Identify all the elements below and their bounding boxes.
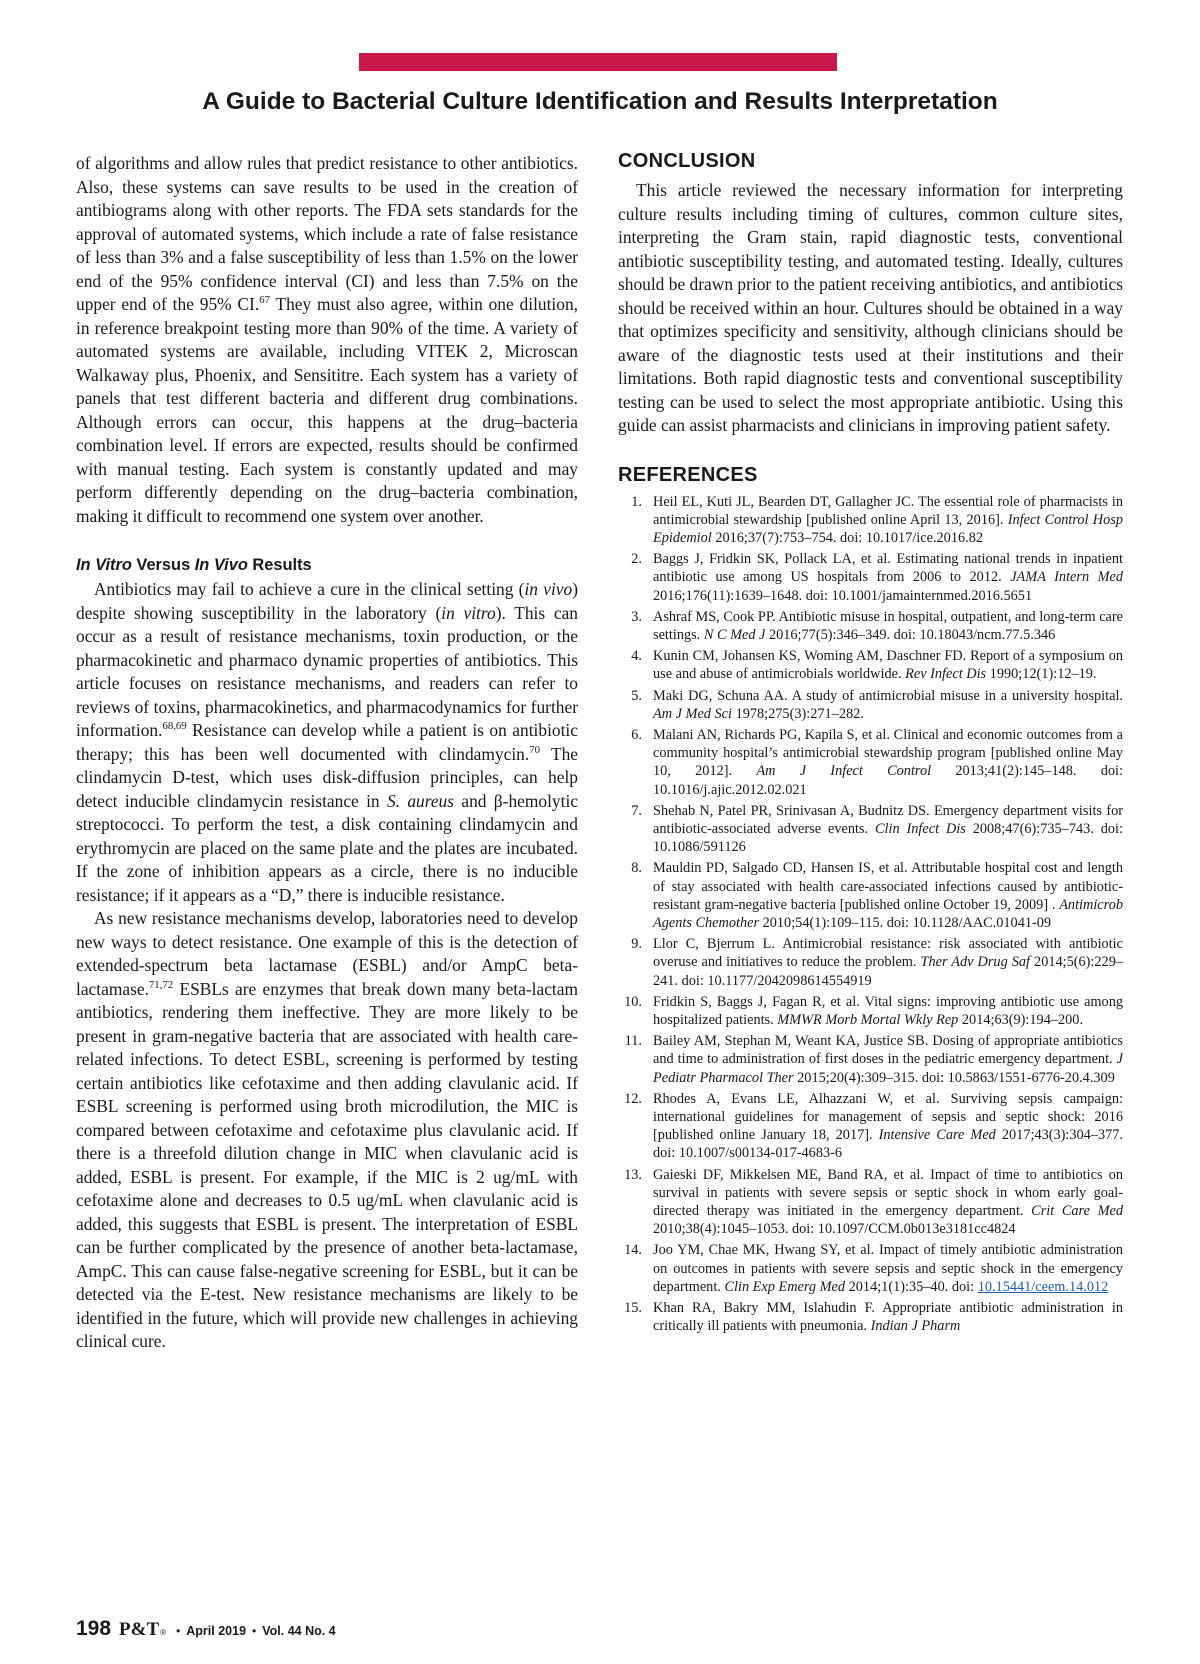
text-run: They must also agree, within one dilution, in reference breakpoint testing more than 90% of the time. A variety of automated systems are available, including VITEK 2, Microscan Walkaway plus, Phoenix, and Sensititre. Each system has a variety of panels that test different bacteria and different drug combinations. Although errors can occur, this happens at the drug–bacteria combination level. If errors are expected, results should be confirmed with manual testing. Each system is constantly updated and may perform differently depending on the drug–bacteria combination, making it difficult to recommend one system over another. xyxy=(76,294,578,526)
italic-term: S. aureus xyxy=(386,790,455,811)
reference-journal: Antimicrob Agents Chemother xyxy=(653,896,1123,931)
reference-journal: N C Med J xyxy=(703,626,766,643)
reference-journal: Indian J Pharm xyxy=(870,1318,961,1335)
reference-item xyxy=(618,1032,1123,1087)
running-title: A Guide to Bacterial Culture Identification and Results Interpretation xyxy=(202,88,998,115)
text-run: The clindamycin D-test, which uses disk-diffusion principles, can help detect inducible clindamycin resistance in xyxy=(76,743,578,811)
separator-dot: • xyxy=(176,1624,181,1638)
volume-issue: Vol. 44 No. 4 xyxy=(262,1624,336,1638)
reference-citation: 2014;1(1):35–40. doi: xyxy=(845,1278,978,1295)
reference-text: Gaieski DF, Mikkelsen ME, Band RA, et al. Impact of time to antibiotics on survival in patients with severe sepsis or septic shock in whom early goal-directed therapy was initiated in the emergency department. xyxy=(653,1166,1123,1220)
reference-number: 1. xyxy=(631,493,642,510)
conclusion-heading: CONCLUSION xyxy=(618,150,756,172)
reference-text: Llor C, Bjerrum L. Antimicrobial resistance: risk associated with antibiotic overuse and initiatives to reduce the problem. xyxy=(653,936,1123,971)
reference-journal: J Pediatr Pharmacol Ther xyxy=(653,1051,1123,1086)
text-run: of algorithms and allow rules that predict resistance to other antibiotics. Also, these systems can save results to be used in the creation of antibiograms along with other reports. The FDA sets standards for the approval of automated systems, which include a rate of false resistance of less than 3% and a false susceptibility of less than 1.5% on the lower end of the 95% confidence interval (CI) and less than 7.5% on the upper end of the 95% CI. xyxy=(76,153,578,314)
reference-journal: Clin Infect Dis xyxy=(874,820,966,837)
reference-citation: 2010;38(4):1045–1053. doi: 10.1097/CCM.0b013e3181cc4824 xyxy=(653,1221,1016,1238)
reference-item xyxy=(618,1299,1123,1335)
citation-superscript: 70 xyxy=(529,743,540,756)
reference-citation: 2016;37(7):753–754. doi: 10.1017/ice.2016.82 xyxy=(711,529,983,546)
italic-term: in vivo xyxy=(524,579,573,599)
reference-item xyxy=(618,993,1123,1029)
reference-item xyxy=(618,1090,1123,1163)
reference-text: Malani AN, Richards PG, Kapila S, et al. Clinical and economic outcomes from a community hospital’s antimicrobial stewardship program [published online May 10, 2012]. xyxy=(653,726,1123,780)
reference-text: Ashraf MS, Cook PP. Antibiotic misuse in hospital, outpatient, and long-term care settings. xyxy=(653,608,1123,643)
reference-text: Heil EL, Kuti JL, Bearden DT, Gallagher JC. The essential role of pharmacists in antimicrobial stewardship [published online April 13, 2016]. xyxy=(653,493,1123,528)
reference-journal: Crit Care Med xyxy=(1031,1203,1123,1220)
text-run: As new resistance mechanisms develop, laboratories need to develop new ways to detect resistance. One example of this is the detection of extended-spectrum beta lactamase (ESBL) and/or AmpC beta-lactamase. xyxy=(76,908,578,999)
reference-journal: JAMA Intern Med xyxy=(1010,569,1123,586)
reference-citation: 1990;12(1):12–19. xyxy=(986,666,1097,683)
reference-journal: Am J Med Sci xyxy=(653,705,732,722)
citation-superscript: 67 xyxy=(259,294,270,307)
reference-citation: 2014;63(9):194–200. xyxy=(958,1011,1084,1028)
reference-text: Rhodes A, Evans LE, Alhazzani W, et al. Surviving sepsis campaign: international guidelines for management of sepsis and septic shock: 2016 [published online January 18, 2017]. xyxy=(653,1090,1123,1144)
heading-italic-part: In Vitro xyxy=(76,556,132,574)
reference-item xyxy=(618,726,1123,799)
separator-dot: • xyxy=(252,1624,257,1638)
reference-citation: 1978;275(3):271–282. xyxy=(732,705,864,722)
right-column xyxy=(618,148,1123,1338)
references-heading: REFERENCES xyxy=(618,463,758,486)
text-run: ). This can occur as a result of resistance mechanisms, toxin production, or the pharmacokinetic and pharmaco dynamic properties of antibiotics. This article focuses on resistance mechanisms, and readers can refer to reviews of toxins, pharmacokinetics, and pharmacodynamics for further information. xyxy=(76,602,579,740)
reference-item xyxy=(618,647,1123,683)
left-column xyxy=(76,152,578,1354)
heading-part: Results xyxy=(247,556,312,574)
reference-number: 7. xyxy=(631,802,642,819)
header-accent-bar xyxy=(359,53,837,71)
heading-italic-part: In Vivo xyxy=(194,556,248,574)
text-run: and β-hemolytic streptococci. To perform the test, a disk containing clindamycin and erythromycin are placed on the same plate and the plates are incubated. If the zone of inhibition appears as a circle, there is no inducible resistance; if it appears as a “D,” there is inducible resistance. xyxy=(76,790,578,905)
body-paragraph xyxy=(76,907,578,1354)
conclusion-paragraph: This article reviewed the necessary information for interpreting culture results including timing of cultures, common culture sites, interpreting the Gram stain, rapid diagnostic tests, conventional antibiotic susceptibility testing, and automated testing. Ideally, cultures should be drawn prior to the patient receiving antibiotics, and antibiotics should be received within an hour. Cultures should be obtained in a way that optimizes specificity and sensitivity, although clinicians should be aware of the diagnostic tests used at their institutions and their limitations. Both rapid diagnostic tests and conventional susceptibility testing can be used to select the most appropriate antibiotic. Using this guide can assist pharmacists and clinicians in improving patient safety. xyxy=(618,180,1123,435)
journal-name: P&T xyxy=(119,1619,160,1640)
references-list xyxy=(618,493,1123,1336)
text-run: Antibiotics may fail to achieve a cure in the clinical setting ( xyxy=(94,579,525,599)
reference-number: 4. xyxy=(631,648,642,665)
reference-item xyxy=(618,859,1123,932)
reference-citation: 2010;54(1):109–115. doi: 10.1128/AAC.01041-09 xyxy=(759,914,1052,931)
reference-journal: Infect Control Hosp Epidemiol xyxy=(653,511,1123,546)
body-paragraph xyxy=(76,152,578,528)
reference-item xyxy=(618,608,1123,644)
reference-citation: 2008;47(6):735–743. doi: 10.1086/591126 xyxy=(653,820,1123,856)
citation-superscript: 71,72 xyxy=(148,978,174,991)
reference-journal: MMWR Morb Mortal Wkly Rep xyxy=(777,1011,959,1028)
reference-text: Fridkin S, Baggs J, Fagan R, et al. Vital signs: improving antibiotic use among hospitalized patients. xyxy=(653,993,1123,1028)
reference-number: 11. xyxy=(624,1033,642,1050)
reference-number: 15. xyxy=(624,1300,642,1317)
reference-item xyxy=(618,550,1123,605)
reference-item xyxy=(618,687,1123,723)
reference-journal: Ther Adv Drug Saf xyxy=(920,954,1031,971)
italic-term: in vitro xyxy=(441,602,496,623)
reference-text: Khan RA, Bakry MM, Islahudin F. Appropriate antibiotic administration in critically ill patients with pneumonia. xyxy=(653,1300,1123,1335)
reference-text: Mauldin PD, Salgado CD, Hansen IS, et al. Attributable hospital cost and length of stay associated with health care-associated infections caused by antibiotic-resistant gram-negative bacteria [published online October 19, 2009] . xyxy=(653,860,1123,913)
reference-item xyxy=(618,935,1123,990)
reference-journal: Clin Exp Emerg Med xyxy=(724,1278,846,1295)
reference-number: 8. xyxy=(631,860,642,877)
reference-item xyxy=(618,493,1123,548)
reference-text: Maki DG, Schuna AA. A study of antimicrobial misuse in a university hospital. xyxy=(653,687,1123,704)
reference-citation: 2015;20(4):309–315. doi: 10.5863/1551-6776-20.4.309 xyxy=(793,1069,1115,1086)
section-heading-in-vitro-vs-in-vivo xyxy=(76,554,578,576)
reference-number: 14. xyxy=(624,1242,642,1259)
reference-number: 5. xyxy=(631,687,642,704)
heading-part: Versus xyxy=(131,556,195,574)
reference-number: 13. xyxy=(624,1166,642,1183)
reference-number: 6. xyxy=(631,726,642,743)
reference-citation: 2016;176(11):1639–1648. doi: 10.1001/jamainternmed.2016.5651 xyxy=(653,587,1033,604)
reference-text: Kunin CM, Johansen KS, Woming AM, Daschner FD. Report of a symposium on use and abuse of antimicrobials worldwide. xyxy=(653,648,1123,683)
reference-number: 12. xyxy=(624,1090,642,1107)
reference-citation: 2014;5(6):229–241. doi: 10.1177/2042098614554919 xyxy=(653,954,1124,989)
reference-number: 3. xyxy=(631,608,642,625)
reference-text: Shehab N, Patel PR, Srinivasan A, Budnitz DS. Emergency department visits for antibiotic-associated adverse events. xyxy=(653,802,1123,837)
reference-journal: Rev Infect Dis xyxy=(905,666,987,683)
reference-journal: Intensive Care Med xyxy=(878,1127,996,1144)
doi-link[interactable]: 10.15441/ceem.14.012 xyxy=(977,1278,1109,1295)
text-run: Resistance can develop while a patient is on antibiotic therapy; this has been well documented with clindamycin. xyxy=(76,720,578,764)
reference-journal: Am J Infect Control xyxy=(756,763,932,780)
body-paragraph xyxy=(76,578,578,907)
reference-item xyxy=(618,1241,1123,1296)
text-run: ESBLs are enzymes that break down many beta-lactam antibiotics, rendering them ineffective. They are more likely to be present in gram-negative bacteria that are associated with health care-related infections. To detect ESBL, screening is performed by testing certain antibiotics like cefotaxime and then adding clavulanic acid. If ESBL screening is performed using broth microdilution, the MIC is compared between cefotaxime and cefotaxime plus clavulanic acid. If there is a threefold dilution change in MIC when clavulanic acid is added, ESBL is present. For example, if the MIC is 2 ug/mL with cefotaxime alone and decreases to 0.5 ug/mL when clavulanic acid is added, this suggests that ESBL is present. The interpretation of ESBL can be further complicated by the presence of another beta-lactamase, AmpC. This can cause false-negative screening for ESBL, but it can be detected via the E-test. New resistance mechanisms are likely to be identified in the future, which will provide new challenges in achieving clinical cure. xyxy=(76,978,578,1351)
page-number: 198 xyxy=(76,1617,112,1640)
reference-text: Bailey AM, Stephan M, Weant KA, Justice SB. Dosing of appropriate antibiotics and time to administration of first doses in the pediatric emergency department. xyxy=(653,1033,1123,1068)
reference-number: 9. xyxy=(631,936,642,953)
page-footer xyxy=(76,1617,336,1641)
issue-date: April 2019 xyxy=(186,1624,247,1638)
reference-number: 10. xyxy=(624,993,642,1010)
reference-citation: 2017;43(3):304–377. doi: 10.1007/s00134-017-4683-6 xyxy=(653,1127,1124,1162)
reference-item xyxy=(618,1166,1123,1239)
reference-citation: 2016;77(5):346–349. doi: 10.18043/ncm.77.5.346 xyxy=(765,626,1056,643)
text-run: ) despite showing susceptibility in the laboratory ( xyxy=(76,579,578,623)
citation-superscript: 68,69 xyxy=(162,720,187,733)
reference-text: Joo YM, Chae MK, Hwang SY, et al. Impact of timely antibiotic administration on outcomes in patients with severe sepsis and septic shock in the emergency department. xyxy=(653,1242,1123,1295)
reference-number: 2. xyxy=(631,551,642,568)
registered-mark: ® xyxy=(160,1628,167,1637)
reference-text: Baggs J, Fridkin SK, Pollack LA, et al. Estimating national trends in inpatient antibiotic use among US hospitals from 2006 to 2012. xyxy=(653,551,1123,586)
reference-item xyxy=(618,802,1123,857)
reference-citation: 2013;41(2):145–148. doi: 10.1016/j.ajic.2012.02.021 xyxy=(653,763,1123,798)
